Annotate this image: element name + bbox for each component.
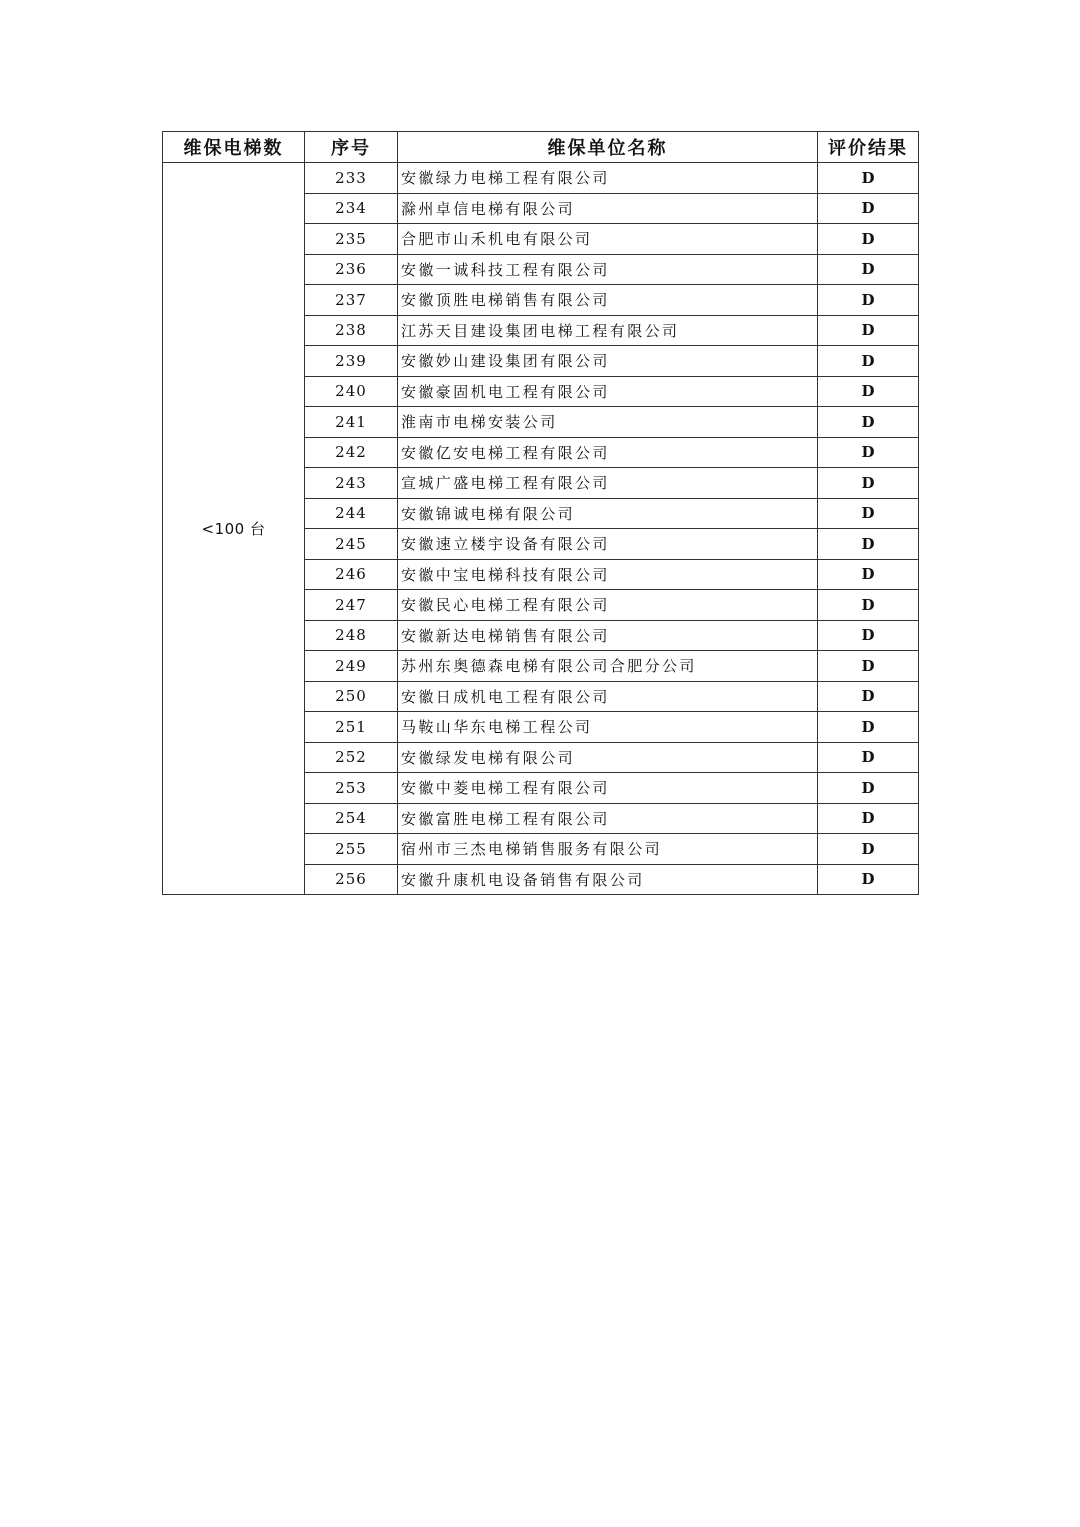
seq-number-cell: 234 — [305, 193, 398, 224]
evaluation-result-cell: D — [818, 742, 919, 773]
seq-number-cell: 239 — [305, 346, 398, 377]
company-name-cell: 宣城广盛电梯工程有限公司 — [398, 468, 818, 499]
seq-number-cell: 242 — [305, 437, 398, 468]
evaluation-result-cell: D — [818, 437, 919, 468]
evaluation-table — [162, 131, 919, 895]
seq-number-cell: 244 — [305, 498, 398, 529]
evaluation-result-cell: D — [818, 285, 919, 316]
company-name-cell: 苏州东奥德森电梯有限公司合肥分公司 — [398, 651, 818, 682]
evaluation-result-cell: D — [818, 773, 919, 804]
evaluation-result-cell: D — [818, 681, 919, 712]
evaluation-result-cell: D — [818, 254, 919, 285]
evaluation-result-cell: D — [818, 834, 919, 865]
evaluation-result-cell: D — [818, 559, 919, 590]
company-name-cell: 安徽日成机电工程有限公司 — [398, 681, 818, 712]
seq-number-cell: 249 — [305, 651, 398, 682]
header-seq-number: 序号 — [305, 132, 398, 163]
company-name-cell: 安徽升康机电设备销售有限公司 — [398, 864, 818, 895]
evaluation-result-cell: D — [818, 498, 919, 529]
company-name-cell: 安徽妙山建设集团有限公司 — [398, 346, 818, 377]
evaluation-result-cell: D — [818, 407, 919, 438]
evaluation-result-cell: D — [818, 864, 919, 895]
company-name-cell: 安徽锦诚电梯有限公司 — [398, 498, 818, 529]
seq-number-cell: 254 — [305, 803, 398, 834]
evaluation-result-cell: D — [818, 651, 919, 682]
elevator-count-group: <100 台 — [163, 163, 305, 895]
evaluation-result-cell: D — [818, 224, 919, 255]
seq-number-cell: 246 — [305, 559, 398, 590]
seq-number-cell: 252 — [305, 742, 398, 773]
seq-number-cell: 240 — [305, 376, 398, 407]
seq-number-cell: 251 — [305, 712, 398, 743]
table-body — [163, 163, 919, 895]
evaluation-result-cell: D — [818, 620, 919, 651]
seq-number-cell: 237 — [305, 285, 398, 316]
seq-number-cell: 248 — [305, 620, 398, 651]
seq-number-cell: 238 — [305, 315, 398, 346]
seq-number-cell: 245 — [305, 529, 398, 560]
company-name-cell: 安徽中菱电梯工程有限公司 — [398, 773, 818, 804]
company-name-cell: 合肥市山禾机电有限公司 — [398, 224, 818, 255]
evaluation-result-cell: D — [818, 315, 919, 346]
seq-number-cell: 256 — [305, 864, 398, 895]
evaluation-result-cell: D — [818, 468, 919, 499]
seq-number-cell: 250 — [305, 681, 398, 712]
seq-number-cell: 235 — [305, 224, 398, 255]
table-row — [163, 163, 919, 194]
company-name-cell: 安徽一诚科技工程有限公司 — [398, 254, 818, 285]
company-name-cell: 安徽绿力电梯工程有限公司 — [398, 163, 818, 194]
evaluation-result-cell: D — [818, 163, 919, 194]
evaluation-result-cell: D — [818, 803, 919, 834]
header-elevator-count: 维保电梯数 — [163, 132, 305, 163]
header-evaluation-result: 评价结果 — [818, 132, 919, 163]
seq-number-cell: 233 — [305, 163, 398, 194]
seq-number-cell: 241 — [305, 407, 398, 438]
seq-number-cell: 255 — [305, 834, 398, 865]
evaluation-result-cell: D — [818, 712, 919, 743]
seq-number-cell: 253 — [305, 773, 398, 804]
company-name-cell: 安徽中宝电梯科技有限公司 — [398, 559, 818, 590]
company-name-cell: 安徽顶胜电梯销售有限公司 — [398, 285, 818, 316]
evaluation-result-cell: D — [818, 193, 919, 224]
company-name-cell: 安徽新达电梯销售有限公司 — [398, 620, 818, 651]
header-company-name: 维保单位名称 — [398, 132, 818, 163]
evaluation-result-cell: D — [818, 346, 919, 377]
table-header-row — [163, 132, 919, 163]
company-name-cell: 安徽豪固机电工程有限公司 — [398, 376, 818, 407]
company-name-cell: 安徽绿发电梯有限公司 — [398, 742, 818, 773]
company-name-cell: 江苏天目建设集团电梯工程有限公司 — [398, 315, 818, 346]
company-name-cell: 宿州市三杰电梯销售服务有限公司 — [398, 834, 818, 865]
seq-number-cell: 236 — [305, 254, 398, 285]
evaluation-result-cell: D — [818, 529, 919, 560]
evaluation-result-cell: D — [818, 376, 919, 407]
company-name-cell: 安徽速立楼宇设备有限公司 — [398, 529, 818, 560]
company-name-cell: 马鞍山华东电梯工程公司 — [398, 712, 818, 743]
company-name-cell: 淮南市电梯安装公司 — [398, 407, 818, 438]
seq-number-cell: 243 — [305, 468, 398, 499]
company-name-cell: 安徽富胜电梯工程有限公司 — [398, 803, 818, 834]
evaluation-result-cell: D — [818, 590, 919, 621]
seq-number-cell: 247 — [305, 590, 398, 621]
company-name-cell: 滁州卓信电梯有限公司 — [398, 193, 818, 224]
company-name-cell: 安徽亿安电梯工程有限公司 — [398, 437, 818, 468]
company-name-cell: 安徽民心电梯工程有限公司 — [398, 590, 818, 621]
